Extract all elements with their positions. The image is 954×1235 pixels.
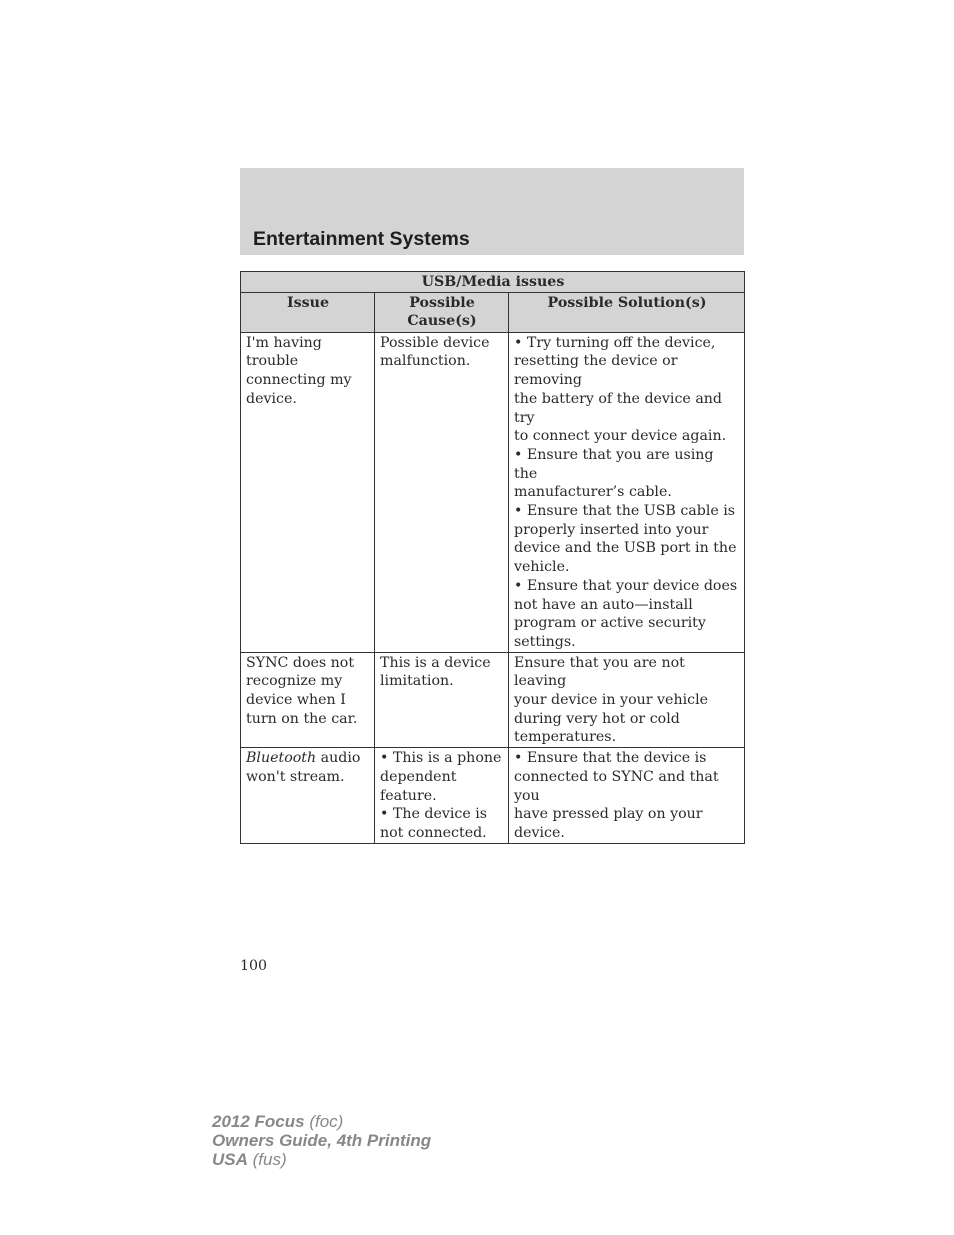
cell-line: device and the USB port in the [514, 540, 737, 557]
usb-media-issues-table [240, 271, 745, 844]
cell-line: program or active security [514, 615, 706, 632]
footer-line [212, 1150, 431, 1169]
footer-line [212, 1131, 431, 1150]
cell-line: the battery of the device and try [514, 390, 722, 426]
footer-model-code: (foc) [304, 1112, 344, 1131]
cause-cell [375, 332, 509, 652]
cell-line: recognize my [246, 673, 343, 690]
footer-line [212, 1112, 431, 1131]
cell-line: connecting my [246, 372, 352, 389]
cell-line: • Ensure that the USB cable is [514, 503, 736, 520]
cell-line: • Ensure that the device is [514, 750, 707, 767]
section-header-band [240, 168, 744, 255]
table-row [241, 332, 745, 652]
cell-line: manufacturer’s cable. [514, 484, 672, 501]
column-header-cause-line: Cause(s) [407, 313, 477, 330]
cell-line: not connected. [380, 824, 487, 841]
cell-line: • Ensure that your device does [514, 577, 738, 594]
cell-line: malfunction. [380, 353, 471, 370]
cell-line: turn on the car. [246, 710, 358, 727]
column-header-issue: Issue [241, 292, 375, 332]
section-title: Entertainment Systems [253, 228, 470, 250]
solution-cell [509, 748, 745, 844]
cell-line: have pressed play on your [514, 806, 703, 823]
cell-line: • This is a phone [380, 750, 502, 767]
issue-text: audio [316, 750, 361, 767]
cell-line: I'm having trouble [246, 334, 322, 370]
column-header-cause [375, 292, 509, 332]
issue-cell [241, 332, 375, 652]
cell-line: dependent [380, 768, 457, 785]
cell-line: resetting the device or removing [514, 353, 678, 389]
cell-line: • The device is [380, 806, 488, 823]
cell-line: Possible device [380, 334, 490, 351]
footer-imprint [212, 1112, 431, 1169]
cause-cell [375, 652, 509, 748]
issue-cell [241, 652, 375, 748]
cell-line: settings. [514, 633, 576, 650]
footer-model: 2012 Focus [212, 1112, 305, 1131]
cell-line: connected to SYNC and that you [514, 768, 719, 804]
footer-market-code: (fus) [247, 1150, 287, 1169]
bluetooth-term: Bluetooth [246, 750, 317, 767]
cell-line: temperatures. [514, 729, 617, 746]
cause-cell [375, 748, 509, 844]
footer-market: USA [212, 1150, 248, 1169]
cell-line: not have an auto—install [514, 596, 693, 613]
cell-line: vehicle. [514, 559, 570, 576]
cell-line: won't stream. [246, 768, 345, 785]
cell-line: properly inserted into your [514, 521, 709, 538]
issue-cell [241, 748, 375, 844]
cell-line [246, 749, 370, 768]
cell-line: device. [246, 390, 297, 407]
column-header-cause-line: Possible [409, 294, 475, 311]
cell-line: during very hot or cold [514, 710, 680, 727]
footer-guide: Owners Guide, 4th Printing [212, 1131, 432, 1150]
table-caption: USB/Media issues [241, 272, 745, 293]
table-row [241, 748, 745, 844]
solution-cell [509, 332, 745, 652]
cell-line: This is a device [380, 654, 491, 671]
page-number: 100 [240, 958, 268, 974]
cell-line: Ensure that you are not leaving [514, 654, 685, 690]
column-header-solution: Possible Solution(s) [509, 292, 745, 332]
usb-media-issues-table-wrap [240, 271, 744, 844]
cell-line: • Ensure that you are using the [514, 446, 714, 482]
table-row [241, 652, 745, 748]
cell-line: feature. [380, 787, 437, 804]
cell-line: device. [514, 824, 565, 841]
cell-line: to connect your device again. [514, 428, 727, 445]
cell-line: device when I [246, 692, 346, 709]
cell-line: SYNC does not [246, 654, 355, 671]
cell-line: your device in your vehicle [514, 692, 709, 709]
solution-cell [509, 652, 745, 748]
cell-line: limitation. [380, 673, 454, 690]
cell-line: • Try turning off the device, [514, 334, 716, 351]
